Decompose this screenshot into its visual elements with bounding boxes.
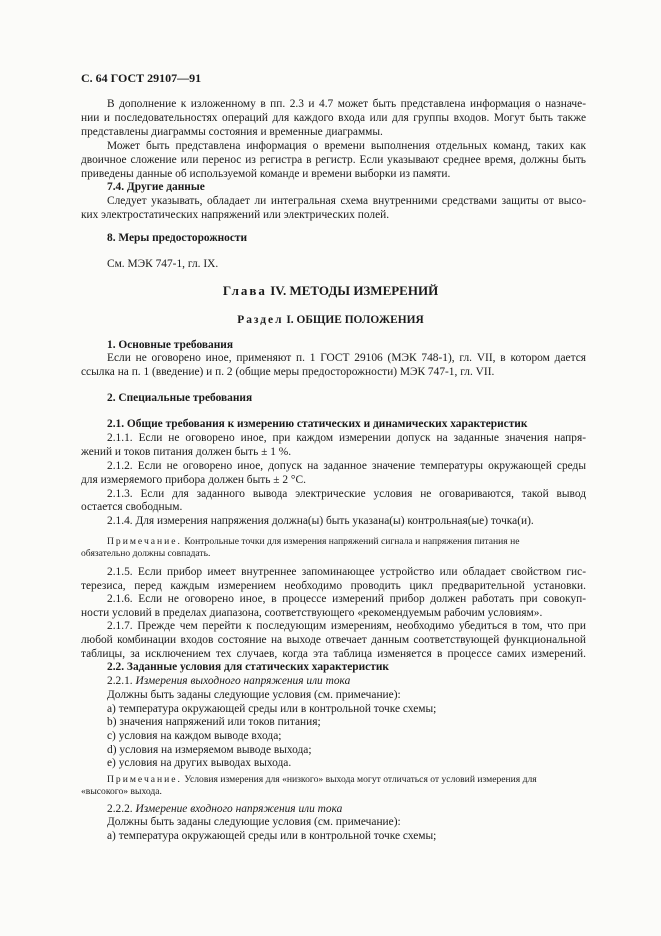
list-item: e) условия на других выводах выхода.	[107, 757, 292, 769]
section-heading-2-2: 2.2. Заданные условия для статических характеристик	[107, 661, 389, 673]
section-heading-2: 2. Специальные требования	[107, 392, 253, 404]
paragraph-line: В дополнение к изложенному в пп. 2.3 и 4.7 может быть представлена информация о назначе-	[107, 98, 586, 110]
paragraph-line: Если не оговорено иное, применяют п. 1 ГОСТ 29106 (МЭК 748-1), гл. VII, в котором дается	[107, 352, 586, 364]
section-heading-8: 8. Меры предосторожности	[107, 232, 248, 244]
paragraph-line: ссылка на п. 1 (введение) и п. 2 (общие меры предосторожности) МЭК 747-1, гл. VII.	[81, 366, 495, 378]
paragraph-line: приведены данные об используемой команде и времени выборки из памяти.	[81, 168, 451, 180]
paragraph-line: См. МЭК 747-1, гл. IX.	[107, 258, 219, 270]
paragraph-line: 2.1.3. Если для заданного вывода электрические условия не оговариваются, такой вывод	[107, 488, 586, 500]
paragraph-line: ких электростатических напряжений или электрических полей.	[81, 209, 390, 221]
paragraph-line: любой комбинации входов состояние на выходе отвечает данным соответствующей функциональной	[81, 634, 586, 646]
chapter-title: IV. МЕТОДЫ ИЗМЕРЕНИЙ	[270, 283, 439, 298]
paragraph-line: Должны быть заданы следующие условия (см. примечание):	[107, 816, 401, 828]
paragraph-line: 2.1.4. Для измерения напряжения должна(ы) быть указана(ы) контрольная(ые) точка(и).	[107, 515, 534, 527]
subsection-heading-2-2-2	[107, 803, 342, 816]
paragraph-line: 2.1.7. Прежде чем перейти к последующим измерениям, необходимо убедиться в том, что при	[107, 620, 586, 632]
paragraph-line: 2.1.5. Если прибор имеет внутреннее запоминающее устройство или обладает свойством гис-	[107, 566, 586, 578]
paragraph-line: 2.1.2. Если не оговорено иное, допуск на заданное значение температуры окружающей среды	[107, 460, 586, 472]
list-item: a) температура окружающей среды или в контрольной точке схемы;	[107, 830, 437, 842]
paragraph-line: нии и последовательностях операций для каждого входа или для группы входов. Могут быть также	[81, 112, 586, 124]
list-item: d) условия на измеряемом выводе выхода;	[107, 744, 312, 756]
note-text: Условия измерения для «низкого» выхода могут отличаться от условий измерения для	[184, 774, 537, 785]
subsection-number: 2.2.2.	[107, 803, 133, 815]
section-heading	[0, 314, 661, 327]
list-item: a) температура окружающей среды или в контрольной точке схемы;	[107, 703, 437, 715]
paragraph-line: 2.1.1. Если не оговорено иное, при каждом измерении допуск на заданные значения напря-	[107, 432, 586, 444]
page-header: С. 64 ГОСТ 29107—91	[81, 71, 202, 85]
section-heading-1: 1. Основные требования	[107, 339, 234, 351]
note-label: Примечание.	[107, 536, 182, 547]
paragraph-line: Следует указывать, обладает ли интегральная схема внутренними средствами защиты от высо-	[107, 195, 586, 207]
note-label: Примечание.	[107, 774, 182, 785]
paragraph-line: терезиса, перед каждым измерением необходимо проводить цикл предварительной установки.	[81, 580, 586, 592]
list-item: c) условия на каждом выводе входа;	[107, 730, 282, 742]
note-line: «высокого» выхода.	[81, 786, 162, 797]
paragraph-line: представлены диаграммы состояния и временные диаграммы.	[81, 126, 383, 138]
subsection-number: 2.2.1.	[107, 675, 133, 687]
chapter-prefix: Глава	[222, 283, 267, 298]
subsection-heading-2-2-1	[107, 675, 350, 688]
chapter-heading	[0, 284, 661, 297]
list-item: b) значения напряжений или токов питания;	[107, 716, 321, 728]
note-line: обязательно должны совпадать.	[81, 548, 211, 559]
paragraph-line: жений и токов питания должен быть ± 1 %.	[81, 446, 292, 458]
subsection-title: Измерение входного напряжения или тока	[135, 803, 343, 815]
paragraph-line: для измеряемого прибора должен быть ± 2 °С.	[81, 474, 306, 486]
paragraph-line: двоичное сложение или перенос из регистра в регистр. Если указывают среднее время, должны быть	[81, 154, 586, 166]
paragraph-line: 2.1.6. Если не оговорено иное, в процессе измерений прибор должен работать при совокуп-	[107, 593, 586, 605]
paragraph-line: ности условий в пределах диапазона, соответствующего «рекомендуемым рабочим условиям».	[81, 607, 543, 619]
note-text: Контрольные точки для измерения напряжений сигнала и напряжения питания не	[184, 536, 520, 547]
paragraph-line: остается свободным.	[81, 501, 183, 513]
section-title: I. ОБЩИЕ ПОЛОЖЕНИЯ	[286, 314, 424, 326]
paragraph-line: Должны быть заданы следующие условия (см. примечание):	[107, 689, 401, 701]
paragraph-line: Может быть представлена информация о времени выполнения отдельных команд, таких как	[107, 140, 586, 152]
subsection-title: Измерения выходного напряжения или тока	[135, 675, 351, 687]
section-heading-2-1: 2.1. Общие требования к измерению статических и динамических характеристик	[107, 418, 528, 430]
paragraph-line: таблицы, за исключением тех случаев, когда эта таблица изменяется в процессе самих измерений.	[81, 648, 586, 660]
section-heading-7-4: 7.4. Другие данные	[107, 181, 205, 193]
section-prefix: Раздел	[237, 314, 284, 326]
note	[107, 773, 537, 786]
